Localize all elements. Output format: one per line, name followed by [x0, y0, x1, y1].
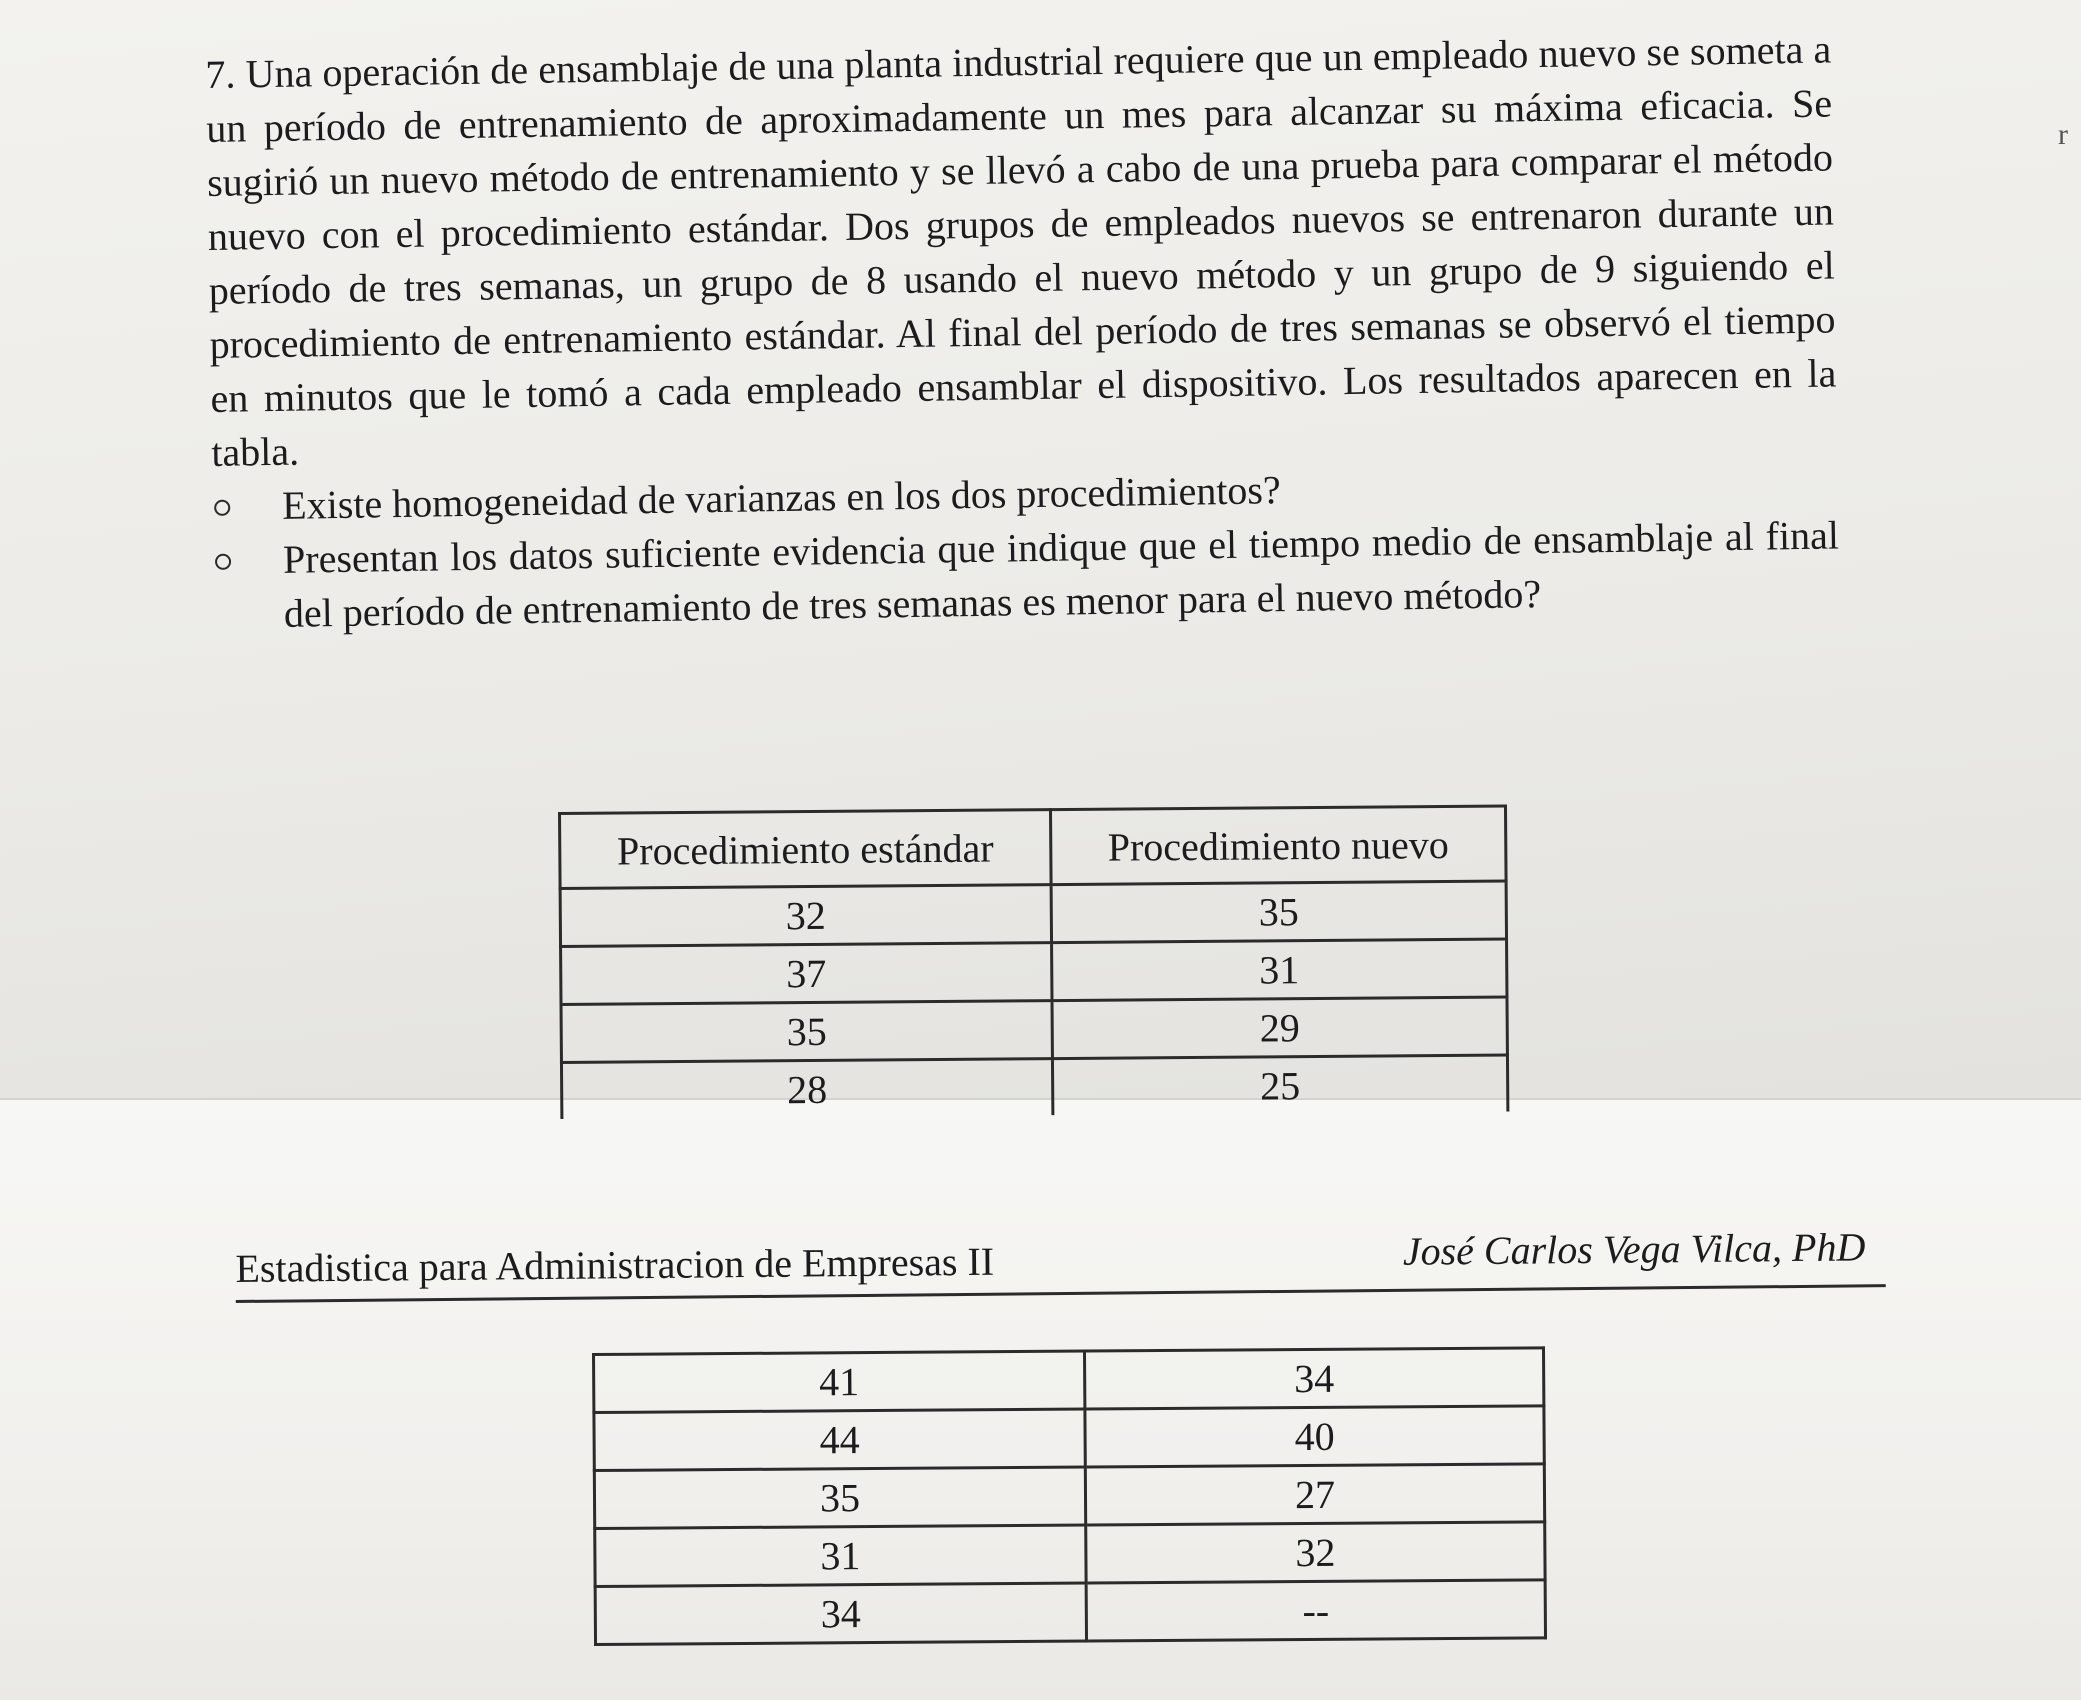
data-table-part-1: [558, 805, 1509, 1119]
table-cell: 29: [1052, 997, 1507, 1059]
table-row: [594, 1464, 1544, 1529]
table-cell: 31: [1052, 939, 1507, 1001]
table-cell: 32: [1086, 1522, 1545, 1583]
table-row: [594, 1406, 1544, 1471]
circle-bullet-icon: [214, 500, 230, 516]
table-row: [560, 881, 1506, 946]
table-cell: 35: [594, 1467, 1085, 1528]
circle-bullet-icon: [215, 554, 231, 570]
table-cell: 32: [560, 885, 1051, 947]
table-row: [561, 997, 1507, 1062]
table-cell: 34: [595, 1583, 1086, 1644]
table-row: [595, 1580, 1545, 1645]
table-cell: --: [1086, 1580, 1545, 1641]
problem-paragraph: 7. Una operación de ensamblaje de una planta industrial requiere que un empleado nuevo se someta a un período de entrenamiento de aproximadamente un mes para alcanzar su máxima eficacia. Se sugirió un nuevo método de entrenamiento y se llevó a cabo de una prueba para comparar el método nuevo con el procedimiento estándar. Dos grupos de empleados nuevos se entrenaron durante un período de tres semanas, un grupo de 8 usando el nuevo método y un grupo de 9 siguiendo el procedimiento de entrenamiento estándar. Al final del período de tres semanas se observó el tiempo en minutos que le tomó a cada empleado ensamblar el dispositivo. Los resultados aparecen en la tabla.: [205, 26, 1837, 475]
table-row: [561, 1055, 1507, 1119]
table-cell: 27: [1085, 1464, 1544, 1525]
table-cell: 37: [561, 943, 1052, 1005]
table-cell: 31: [595, 1525, 1086, 1586]
page-footer: [235, 1202, 1886, 1303]
table-cell: 41: [594, 1351, 1085, 1412]
table-row: [595, 1522, 1545, 1587]
table-row: [594, 1348, 1544, 1413]
data-table-part-2: [592, 1346, 1547, 1646]
problem-statement: [205, 22, 1840, 641]
header-standard-procedure: Procedimiento estándar: [560, 810, 1052, 889]
table-cell: 35: [561, 1001, 1052, 1063]
table-row: [561, 939, 1507, 1004]
table-header-row: [560, 806, 1507, 888]
table-cell: 34: [1084, 1348, 1543, 1409]
table-cell: 25: [1052, 1055, 1507, 1115]
question-text: Presentan los datos suficiente evidencia que indique que el tiempo medio de ensamblaje al final del período de entrenamiento de tres semanas es menor para el nuevo método?: [282, 512, 1840, 636]
footer-course-title: Estadistica para Administracion de Empresas II: [235, 1238, 995, 1291]
table-cell: 40: [1085, 1406, 1544, 1467]
question-list: [212, 454, 1840, 642]
header-new-procedure: Procedimiento nuevo: [1050, 806, 1506, 885]
edge-mark: r: [2058, 118, 2068, 151]
table-cell: 35: [1051, 881, 1506, 943]
table-cell: 44: [594, 1409, 1085, 1470]
question-text: Existe homogeneidad de varianzas en los dos procedimientos?: [281, 467, 1282, 528]
footer-author: José Carlos Vega Vilca, PhD: [1402, 1224, 1866, 1274]
table-cell: 28: [561, 1059, 1052, 1119]
